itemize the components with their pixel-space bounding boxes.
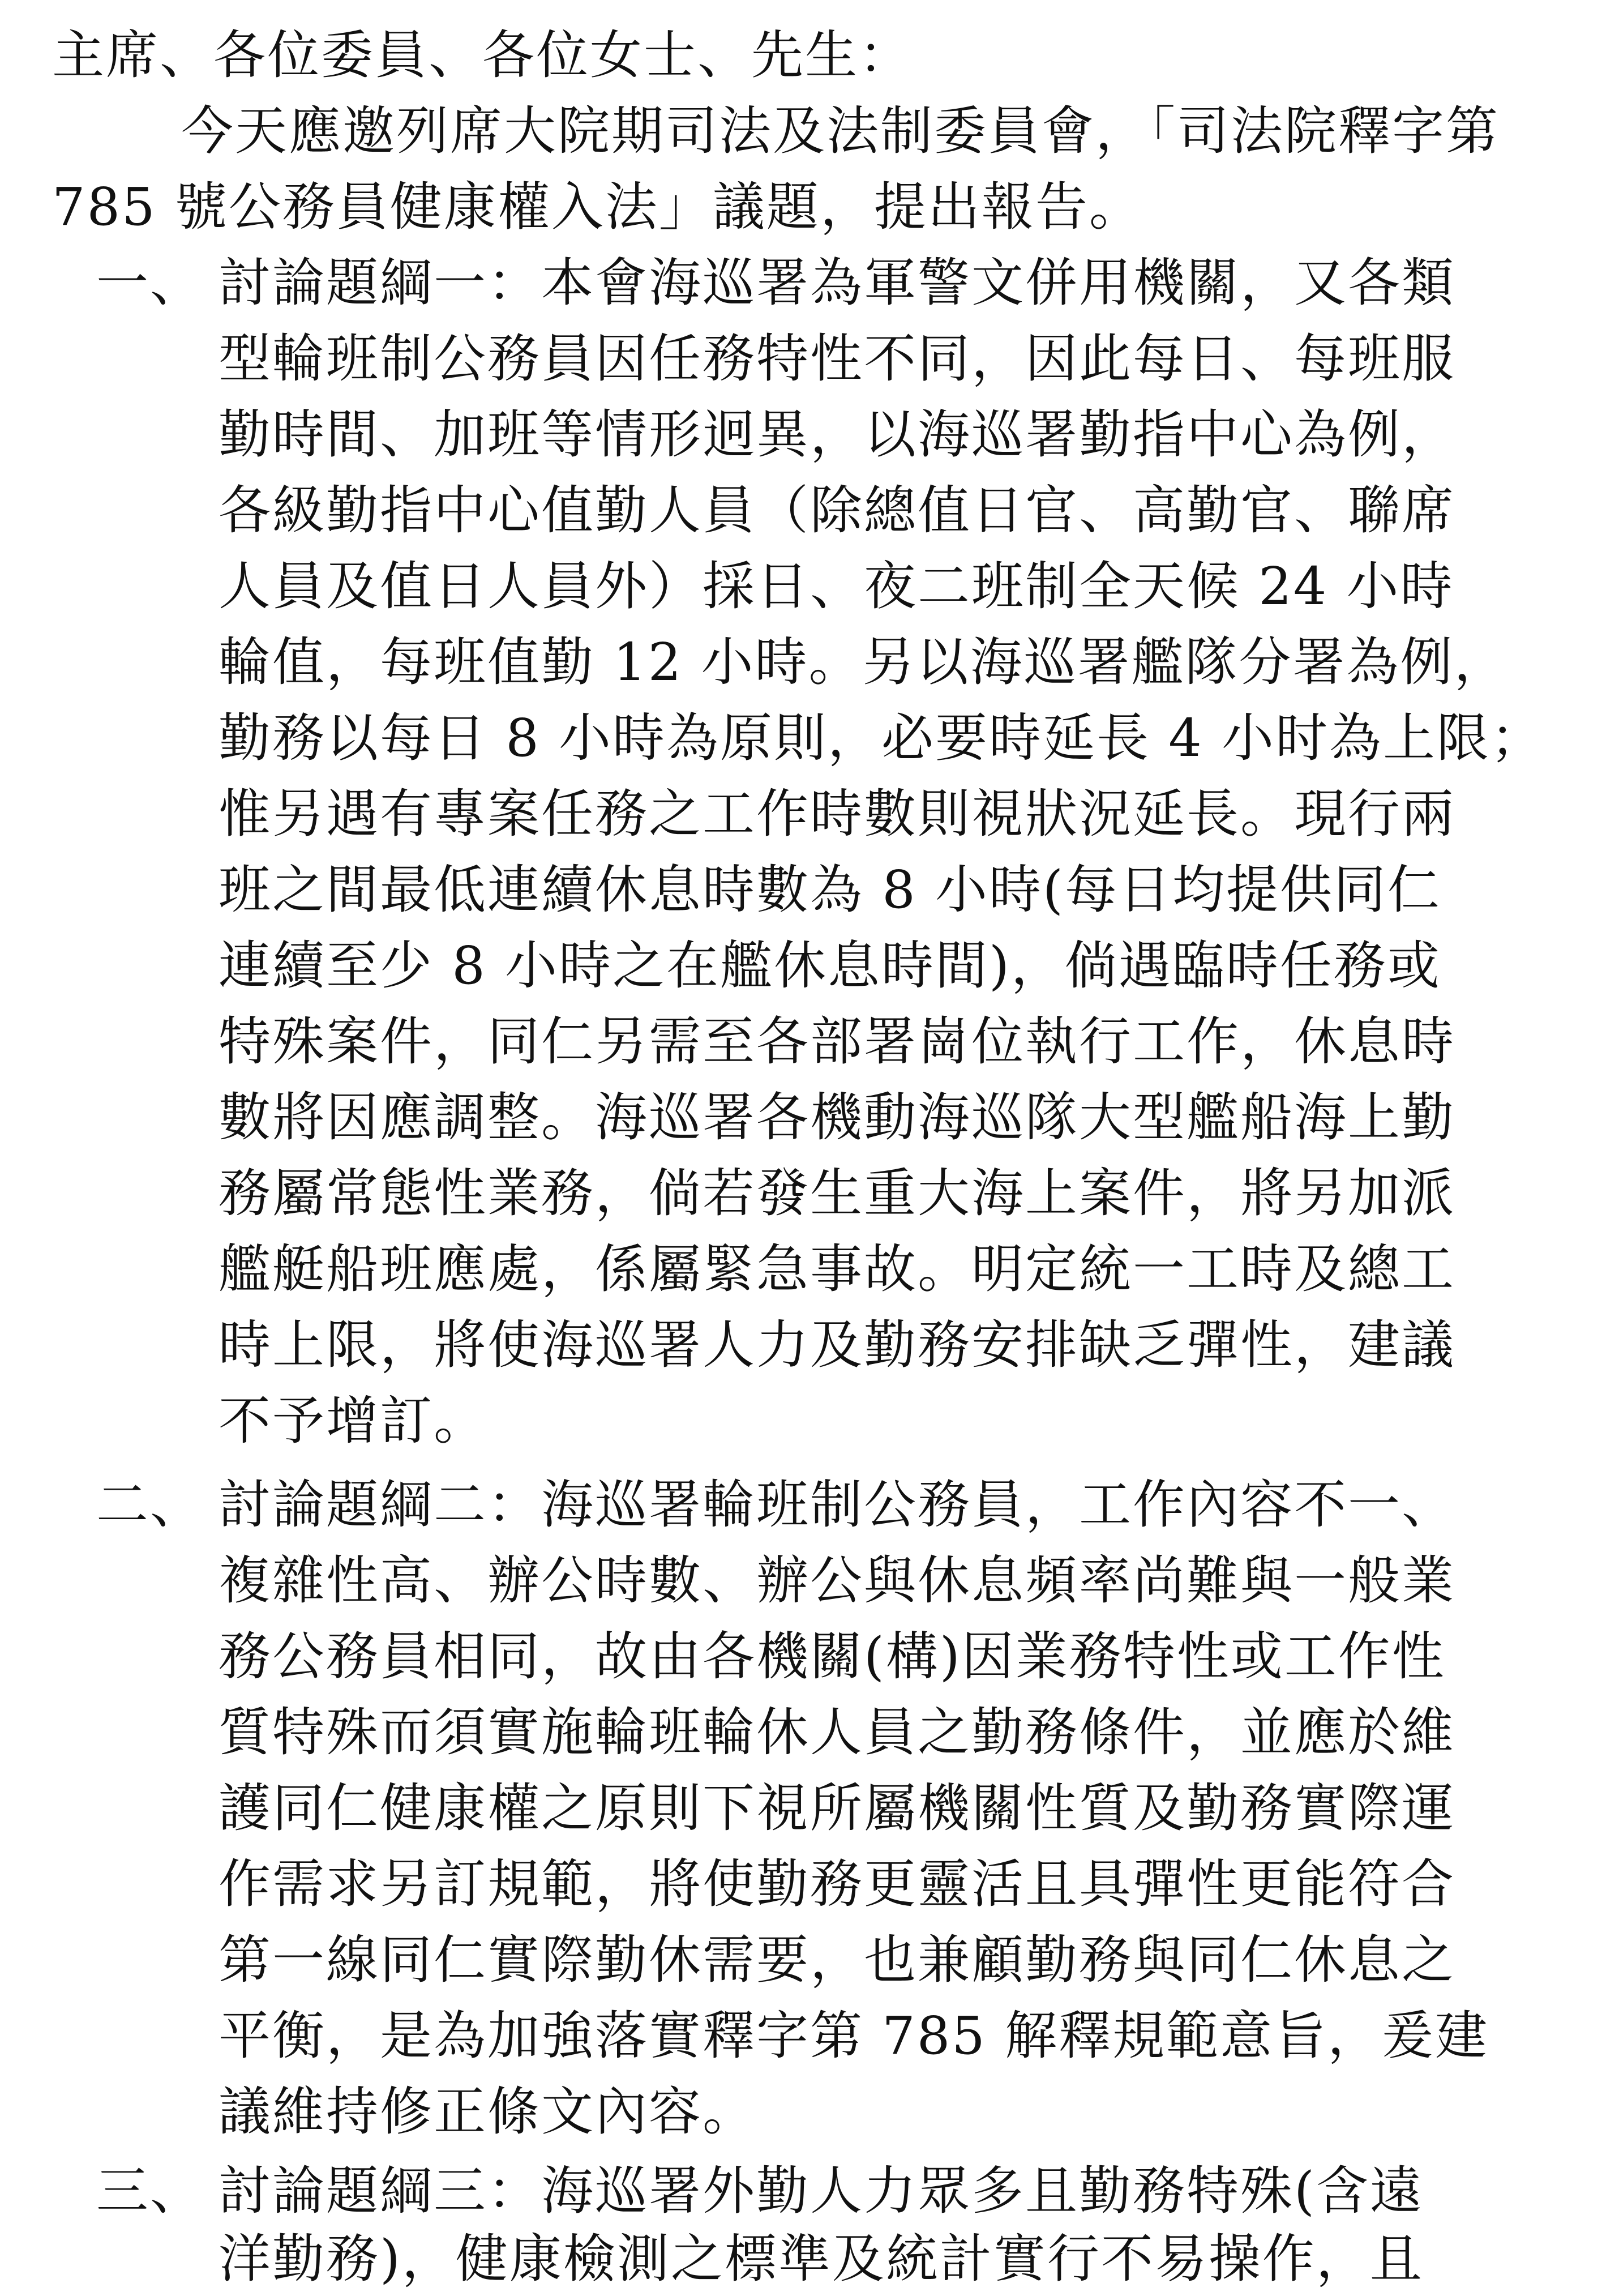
section-text-line: 務公務員相同，故由各機關(構)因業務特性或工作性 <box>219 1626 1446 1687</box>
intro-line: 今天應邀列席大院期司法及法制委員會，「司法院釋字第 <box>181 101 1500 161</box>
section-text-line: 質特殊而須實施輪班輪休人員之勤務條件，並應於維 <box>219 1702 1456 1763</box>
section-label: 三、 <box>96 2161 204 2221</box>
section-text-line: 班之間最低連續休息時數為 8 小時(每日均提供同仁 <box>219 860 1441 920</box>
section-text-line: 時上限，將使海巡署人力及勤務安排缺乏彈性，建議 <box>219 1315 1456 1375</box>
section-label: 二、 <box>96 1474 204 1535</box>
section-text-line: 護同仁健康權之原則下視所屬機關性質及勤務實際運 <box>219 1778 1456 1838</box>
section-text-line: 型輪班制公務員因任務特性不同，因此每日、每班服 <box>219 328 1456 389</box>
section-text-line: 勤務以每日 8 小時為原則，必要時延長 4 小时為上限； <box>219 708 1545 768</box>
section-text-line: 複雜性高、辦公時數、辦公與休息頻率尚難與一般業 <box>219 1550 1456 1611</box>
intro-line: 785 號公務員健康權入法」議題，提出報告。 <box>52 177 1143 237</box>
section-text-line: 洋勤務)，健康檢測之標準及統計實行不易操作，且 <box>219 2229 1424 2289</box>
section-text-line: 輪值，每班值勤 12 小時。另以海巡署艦隊分署為例， <box>219 632 1508 692</box>
section-text-line: 作需求另訂規範，將使勤務更靈活且具彈性更能符合 <box>219 1854 1456 1914</box>
section-text-line: 討論題綱三：海巡署外勤人力眾多且勤務特殊(含遠 <box>219 2161 1424 2221</box>
section-text-line: 務屬常態性業務，倘若發生重大海上案件，將另加派 <box>219 1163 1456 1224</box>
section-text-line: 平衡，是為加強落實釋字第 785 解釋規範意旨，爰建 <box>219 2006 1489 2066</box>
section-text-line: 艦艇船班應處，係屬緊急事故。明定統一工時及總工 <box>219 1239 1456 1299</box>
section-text-line: 討論題綱二：海巡署輪班制公務員，工作內容不一、 <box>219 1474 1456 1535</box>
greeting-line: 主席、各位委員、各位女士、先生： <box>52 25 913 85</box>
section-text-line: 人員及值日人員外）採日、夜二班制全天候 24 小時 <box>219 556 1454 617</box>
section-text-line: 各級勤指中心值勤人員（除總值日官、高勤官、聯席 <box>219 480 1456 541</box>
section-text-line: 議維持修正條文內容。 <box>219 2081 757 2142</box>
section-text-line: 不予增訂。 <box>219 1391 488 1451</box>
section-text-line: 惟另遇有專案任務之工作時數則視狀況延長。現行兩 <box>219 784 1456 844</box>
section-text-line: 討論題綱一：本會海巡署為軍警文併用機關，又各類 <box>219 253 1456 313</box>
section-text-line: 勤時間、加班等情形迥異，以海巡署勤指中心為例， <box>219 404 1456 465</box>
section-text-line: 第一線同仁實際勤休需要，也兼顧勤務與同仁休息之 <box>219 1930 1456 1990</box>
section-label: 一、 <box>96 253 204 313</box>
section-text-line: 連續至少 8 小時之在艦休息時間)，倘遇臨時任務或 <box>219 935 1441 996</box>
section-text-line: 特殊案件，同仁另需至各部署崗位執行工作，休息時 <box>219 1011 1456 1072</box>
section-text-line: 數將因應調整。海巡署各機動海巡隊大型艦船海上勤 <box>219 1087 1456 1148</box>
